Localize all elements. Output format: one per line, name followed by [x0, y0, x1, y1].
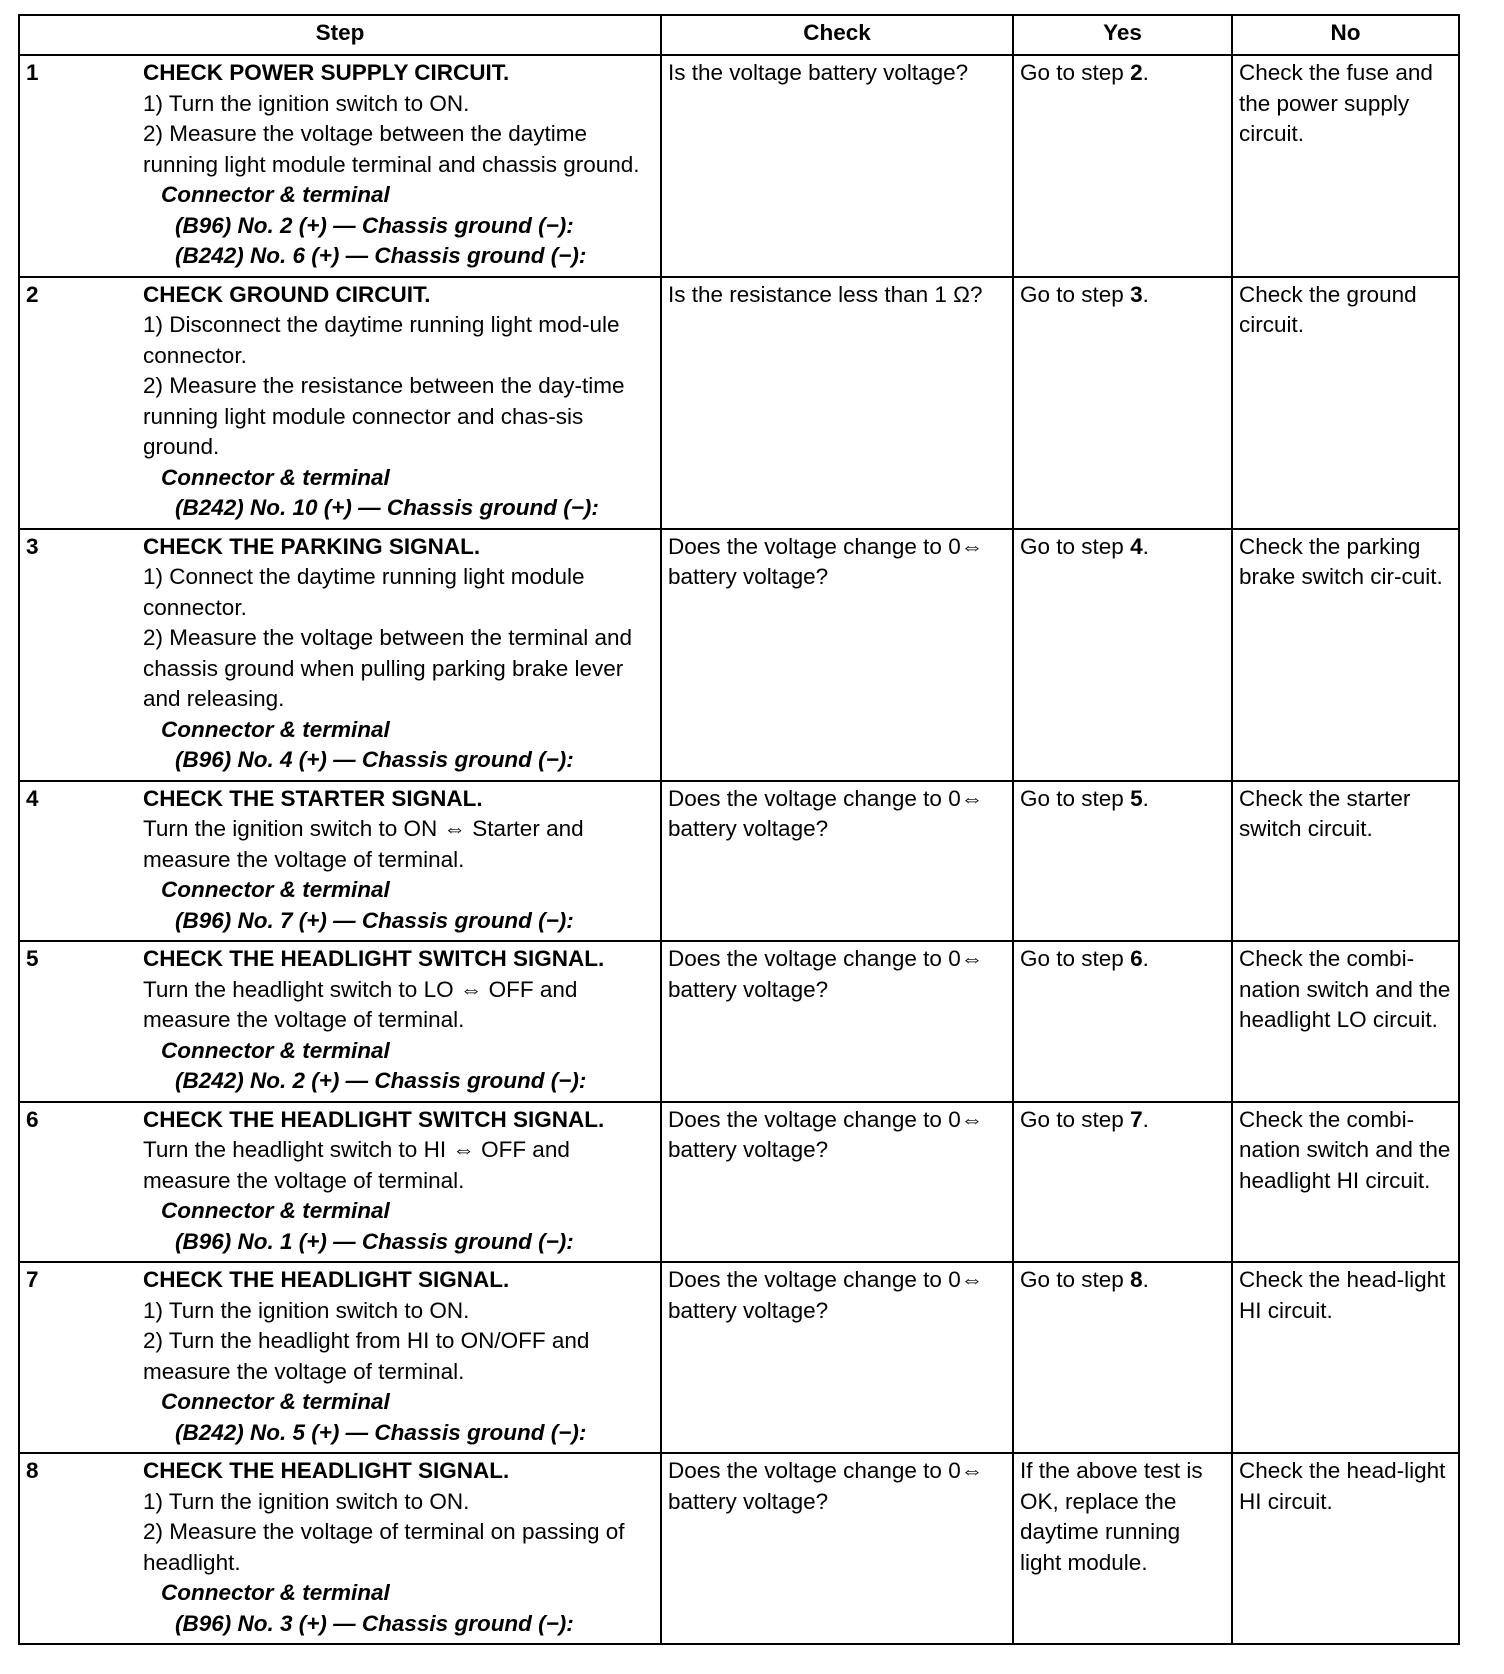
yes-text: If the above test is OK, replace the daytime running light module. — [1020, 1458, 1203, 1575]
step-instruction: 2) Measure the voltage between the daytime running light module terminal and chassis ground. — [143, 121, 640, 177]
step-number: 2 — [26, 281, 39, 307]
no-cell: Check the fuse and the power supply circuit. — [1232, 55, 1459, 277]
yes-cell — [1013, 277, 1232, 529]
yes-step-number: 4 — [1130, 533, 1143, 559]
step-title: CHECK THE HEADLIGHT SWITCH SIGNAL. — [143, 1106, 605, 1132]
yes-suffix: . — [1142, 281, 1149, 307]
yes-text: Go to step — [1020, 533, 1131, 559]
step-instruction: Turn the ignition switch to ON ⇔ Starter and measure the voltage of terminal. — [143, 816, 584, 872]
step-instruction: 1) Turn the ignition switch to ON. — [143, 1297, 470, 1323]
yes-cell — [1013, 529, 1232, 781]
step-cell — [19, 1453, 661, 1644]
terminal-spec: (B96) No. 3 (+) — Chassis ground (−): — [175, 1610, 574, 1636]
step-number: 4 — [26, 785, 39, 811]
step-number: 5 — [26, 946, 39, 971]
yes-suffix: . — [1142, 533, 1149, 559]
table-row — [19, 529, 1459, 781]
yes-step-number: 2 — [1130, 60, 1143, 85]
yes-cell — [1013, 1102, 1232, 1263]
terminal-spec: (B242) No. 2 (+) — Chassis ground (−): — [175, 1068, 587, 1093]
step-cell — [19, 529, 661, 781]
step-number: 1 — [26, 60, 39, 85]
connector-terminal-label: Connector & terminal — [161, 1389, 390, 1414]
step-cell — [19, 1102, 661, 1263]
step-instruction: 1) Disconnect the daytime running light mod-ule connector. — [143, 312, 620, 368]
no-cell: Check the ground circuit. — [1232, 277, 1459, 529]
yes-cell — [1013, 1262, 1232, 1453]
step-instruction: 2) Measure the voltage between the terminal and chassis ground when pulling parking brake lever and releasing. — [143, 625, 633, 711]
connector-terminal-label: Connector & terminal — [161, 1580, 390, 1605]
check-cell: Does the voltage change to 0⇔ battery voltage? — [661, 529, 1013, 781]
step-cell — [19, 55, 661, 277]
header-step: Step — [19, 15, 661, 55]
diagnostic-table — [18, 14, 1460, 1645]
step-title: CHECK THE HEADLIGHT SIGNAL. — [143, 1458, 510, 1483]
terminal-spec: (B242) No. 5 (+) — Chassis ground (−): — [175, 1419, 587, 1445]
yes-step-number: 5 — [1130, 785, 1143, 811]
yes-suffix: . — [1142, 60, 1149, 85]
table-row — [19, 781, 1459, 942]
connector-terminal-label: Connector & terminal — [161, 877, 390, 902]
step-title: CHECK THE STARTER SIGNAL. — [143, 785, 483, 811]
step-cell — [19, 1262, 661, 1453]
step-number: 7 — [26, 1267, 39, 1292]
step-title: CHECK THE PARKING SIGNAL. — [143, 533, 481, 559]
yes-text: Go to step — [1020, 281, 1131, 307]
step-cell — [19, 941, 661, 1102]
step-cell — [19, 781, 661, 942]
yes-step-number: 7 — [1130, 1106, 1143, 1132]
table-row — [19, 1453, 1459, 1644]
yes-cell — [1013, 1453, 1232, 1644]
yes-suffix: . — [1142, 1106, 1149, 1132]
table-row — [19, 277, 1459, 529]
yes-text: Go to step — [1020, 1267, 1131, 1292]
terminal-spec: (B242) No. 6 (+) — Chassis ground (−): — [175, 243, 587, 268]
check-cell: Does the voltage change to 0⇔ battery voltage? — [661, 941, 1013, 1102]
check-cell: Is the voltage battery voltage? — [661, 55, 1013, 277]
table-row — [19, 941, 1459, 1102]
yes-text: Go to step — [1020, 946, 1131, 971]
yes-step-number: 6 — [1130, 946, 1143, 971]
connector-terminal-label: Connector & terminal — [161, 716, 390, 742]
check-cell: Does the voltage change to 0⇔ battery voltage? — [661, 1453, 1013, 1644]
yes-text: Go to step — [1020, 60, 1131, 85]
header-yes: Yes — [1013, 15, 1232, 55]
table-header-row — [19, 15, 1459, 55]
header-no: No — [1232, 15, 1459, 55]
step-instruction: 2) Measure the resistance between the day-time running light module connector and chas-sis ground. — [143, 373, 625, 459]
yes-text: Go to step — [1020, 785, 1131, 811]
table-row — [19, 55, 1459, 277]
check-cell: Is the resistance less than 1 Ω? — [661, 277, 1013, 529]
terminal-spec: (B96) No. 7 (+) — Chassis ground (−): — [175, 907, 574, 933]
yes-suffix: . — [1142, 946, 1149, 971]
step-number: 8 — [26, 1458, 39, 1483]
no-cell: Check the head-light HI circuit. — [1232, 1262, 1459, 1453]
table-row — [19, 1102, 1459, 1263]
connector-terminal-label: Connector & terminal — [161, 1037, 390, 1063]
step-instruction: Turn the headlight switch to LO ⇔ OFF and measure the voltage of terminal. — [143, 976, 578, 1032]
terminal-spec: (B242) No. 10 (+) — Chassis ground (−): — [175, 495, 599, 520]
no-cell: Check the combi-nation switch and the headlight LO circuit. — [1232, 941, 1459, 1102]
step-title: CHECK THE HEADLIGHT SWITCH SIGNAL. — [143, 946, 605, 971]
check-cell: Does the voltage change to 0⇔ battery voltage? — [661, 1262, 1013, 1453]
step-instruction: 1) Turn the ignition switch to ON. — [143, 1488, 470, 1514]
step-instruction: 1) Turn the ignition switch to ON. — [143, 90, 470, 116]
yes-cell — [1013, 55, 1232, 277]
terminal-spec: (B96) No. 1 (+) — Chassis ground (−): — [175, 1228, 574, 1254]
step-instruction: 2) Turn the headlight from HI to ON/OFF and measure the voltage of terminal. — [143, 1328, 590, 1384]
no-cell: Check the head-light HI circuit. — [1232, 1453, 1459, 1644]
step-number: 3 — [26, 533, 39, 559]
terminal-spec: (B96) No. 4 (+) — Chassis ground (−): — [175, 747, 574, 772]
yes-cell — [1013, 941, 1232, 1102]
no-cell: Check the combi-nation switch and the headlight HI circuit. — [1232, 1102, 1459, 1263]
step-title: CHECK GROUND CIRCUIT. — [143, 281, 431, 307]
connector-terminal-label: Connector & terminal — [161, 464, 390, 490]
step-instruction: 1) Connect the daytime running light module connector. — [143, 564, 585, 620]
table-body — [19, 55, 1459, 1644]
step-instruction: Turn the headlight switch to HI ⇔ OFF and measure the voltage of terminal. — [143, 1137, 570, 1193]
no-cell: Check the parking brake switch cir-cuit. — [1232, 529, 1459, 781]
connector-terminal-label: Connector & terminal — [161, 1198, 390, 1223]
yes-step-number: 8 — [1130, 1267, 1143, 1292]
yes-suffix: . — [1142, 785, 1149, 811]
yes-text: Go to step — [1020, 1106, 1131, 1132]
terminal-spec: (B96) No. 2 (+) — Chassis ground (−): — [175, 212, 574, 238]
check-cell: Does the voltage change to 0⇔ battery voltage? — [661, 1102, 1013, 1263]
table-row — [19, 1262, 1459, 1453]
header-check: Check — [661, 15, 1013, 55]
step-instruction: 2) Measure the voltage of terminal on passing of headlight. — [143, 1519, 625, 1575]
check-cell: Does the voltage change to 0⇔ battery voltage? — [661, 781, 1013, 942]
step-title: CHECK THE HEADLIGHT SIGNAL. — [143, 1267, 510, 1292]
step-number: 6 — [26, 1106, 39, 1132]
step-cell — [19, 277, 661, 529]
connector-terminal-label: Connector & terminal — [161, 182, 390, 207]
yes-suffix: . — [1142, 1267, 1149, 1292]
no-cell: Check the starter switch circuit. — [1232, 781, 1459, 942]
yes-cell — [1013, 781, 1232, 942]
step-title: CHECK POWER SUPPLY CIRCUIT. — [143, 60, 510, 85]
yes-step-number: 3 — [1130, 281, 1143, 307]
